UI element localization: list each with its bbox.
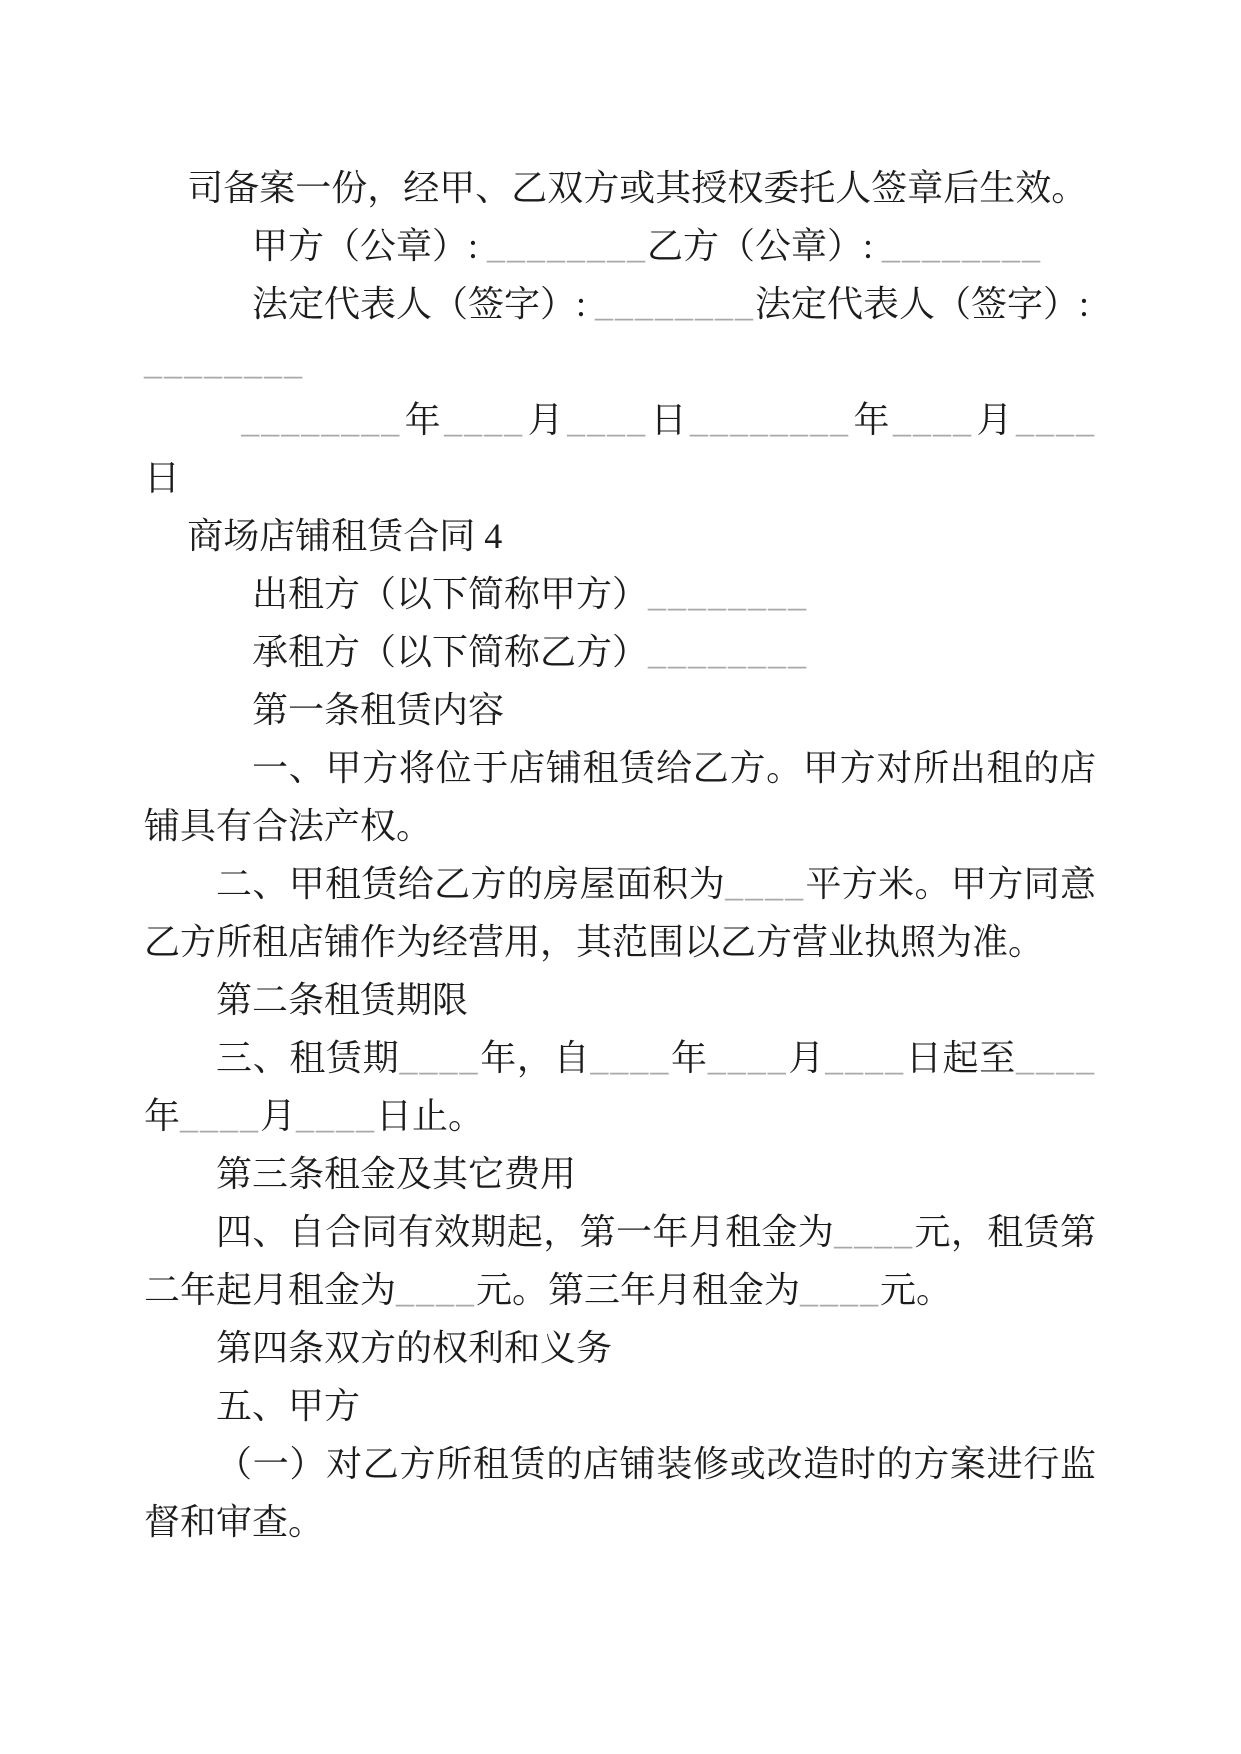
- blank-field: ____: [893, 400, 973, 440]
- blank-field: ________: [690, 400, 851, 440]
- paragraph: 司备案一份，经甲、乙双方或其授权委托人签章后生效。: [187, 168, 1088, 208]
- blank-field: ____: [590, 1038, 671, 1078]
- blank-field: ________: [595, 284, 756, 324]
- blank-field: ____: [725, 864, 806, 904]
- paragraph: 五、甲方: [216, 1386, 361, 1426]
- blank-field: ________: [144, 342, 304, 382]
- paragraph: [144, 333, 1096, 391]
- blank-field: ____: [396, 1270, 477, 1310]
- paragraph: 第三条租金及其它费用: [216, 1154, 577, 1194]
- document-title: 商场店铺租赁合同 4: [187, 516, 503, 556]
- paragraph: （一）对乙方所租赁的店铺装修或改造时的方案进行监督和审查。: [144, 1444, 1096, 1542]
- paragraph: 法定代表人（签字）: ________法定代表人（签字）:: [252, 284, 1090, 324]
- paragraph: 二、甲租赁给乙方的房屋面积为____平方米。甲方同意乙方所租店铺作为经营用，其范围以乙方营业执照为准。: [144, 864, 1096, 962]
- blank-field: ____: [800, 1270, 881, 1310]
- paragraph: 第一条租赁内容: [252, 690, 505, 730]
- blank-field: ____: [567, 400, 648, 440]
- paragraph: 三、租赁期____年，自____年____月____日起至____年____月____日止。: [144, 1038, 1096, 1136]
- blank-field: ____: [834, 1212, 915, 1252]
- paragraph: ________年____月____日________年____月____日: [144, 400, 1096, 498]
- blank-field: ____: [1015, 400, 1096, 440]
- blank-field: ____: [1015, 1038, 1096, 1078]
- paragraph: 第二条租赁期限: [216, 980, 469, 1020]
- blank-field: ________: [648, 632, 809, 672]
- paragraph-list: [144, 159, 1096, 1551]
- paragraph: 出租方（以下简称甲方）________: [252, 574, 809, 614]
- paragraph: 一、甲方将位于店铺租赁给乙方。甲方对所出租的店铺具有合法产权。: [144, 748, 1096, 846]
- blank-field: ____: [825, 1038, 906, 1078]
- blank-field: ________: [882, 226, 1043, 266]
- paragraph: 第四条双方的权利和义务: [216, 1328, 613, 1368]
- blank-field: ____: [399, 1038, 480, 1078]
- blank-field: ____: [444, 400, 525, 440]
- blank-field: ____: [707, 1038, 788, 1078]
- paragraph: 承租方（以下简称乙方）________: [252, 632, 809, 672]
- blank-field: ________: [648, 574, 809, 614]
- blank-field: ____: [296, 1096, 377, 1136]
- blank-field: ________: [241, 400, 402, 440]
- paragraph: 甲方（公章）: ________乙方（公章）: ________: [252, 226, 1043, 266]
- blank-field: ________: [487, 226, 648, 266]
- paragraph: 四、自合同有效期起，第一年月租金为____元，租赁第二年起月租金为____元。第三年月租金为____元。: [144, 1212, 1096, 1310]
- blank-field: ____: [180, 1096, 261, 1136]
